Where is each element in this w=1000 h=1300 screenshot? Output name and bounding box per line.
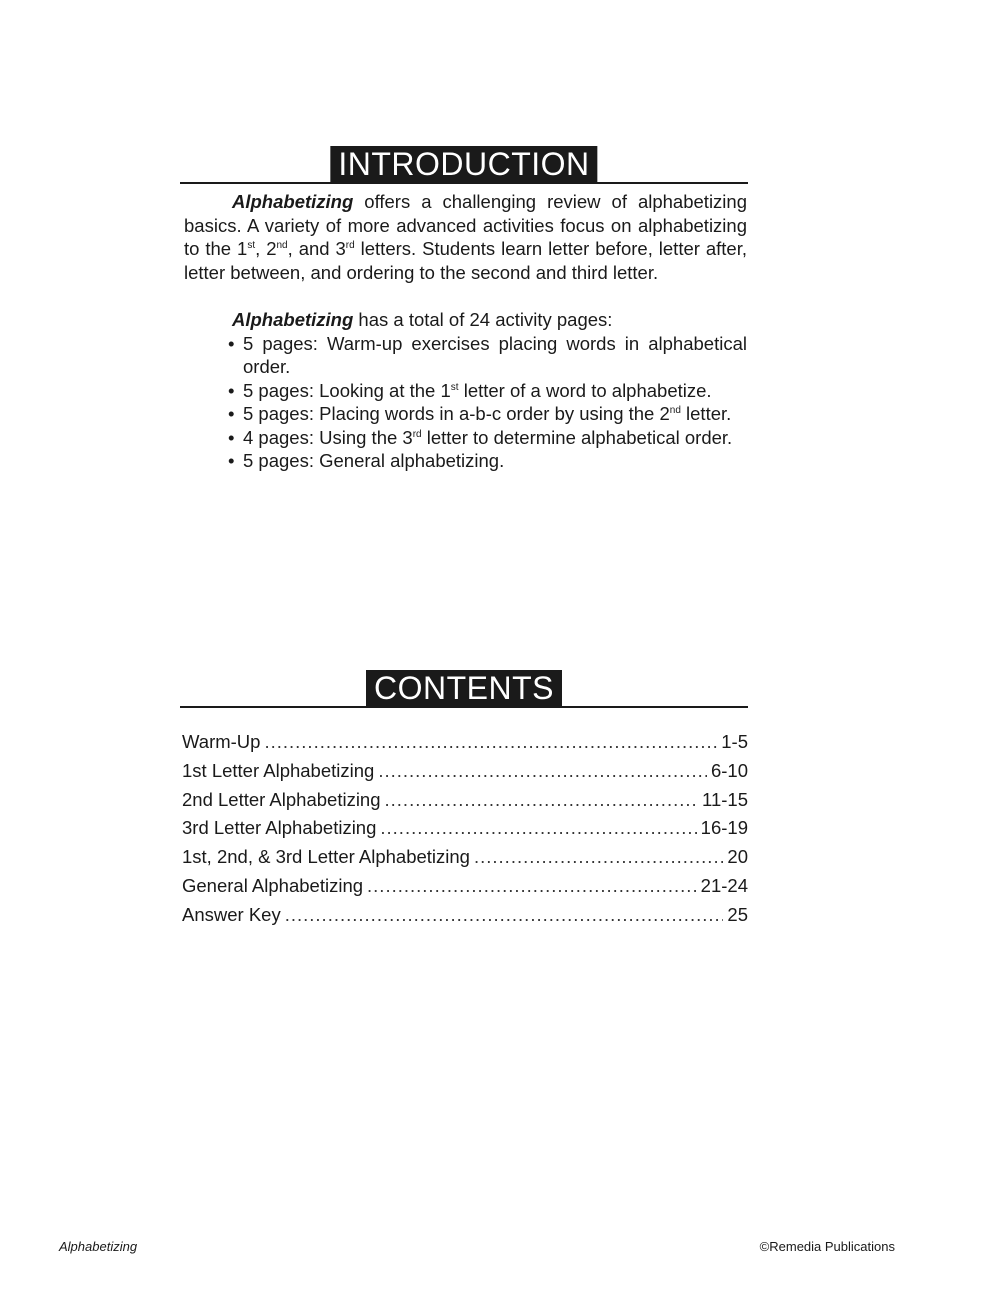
- toc-entry: [182, 814, 748, 843]
- contents-heading: CONTENTS: [366, 670, 562, 706]
- toc-label: 2nd Letter Alphabetizing: [182, 788, 381, 810]
- book-title: Alphabetizing: [232, 309, 354, 330]
- dot-leader: [378, 757, 707, 786]
- toc-page: 16-19: [700, 817, 748, 839]
- list-item: • 5 pages: Looking at the 1st letter of a word to alphabetize.: [228, 379, 747, 403]
- footer-publisher: ©Remedia Publications: [759, 1239, 895, 1254]
- toc-page: 25: [727, 903, 748, 925]
- table-of-contents: [182, 728, 748, 930]
- list-item: • 5 pages: Warm-up exercises placing words in alphabetical order.: [228, 332, 747, 379]
- toc-entry: [182, 901, 748, 930]
- toc-entry: [182, 786, 748, 815]
- footer-book-title: Alphabetizing: [59, 1239, 138, 1254]
- toc-page: 1-5: [721, 731, 748, 752]
- toc-label: Warm-Up: [182, 731, 261, 752]
- dot-leader: [264, 728, 717, 757]
- introduction-body: [184, 190, 747, 473]
- book-title: Alphabetizing: [232, 191, 354, 212]
- toc-label: 1st, 2nd, & 3rd Letter Alphabetizing: [182, 846, 470, 868]
- contents-header: [180, 670, 748, 708]
- introduction-heading: INTRODUCTION: [330, 146, 597, 182]
- toc-entry: [182, 872, 748, 901]
- activity-summary: Alphabetizing has a total of 24 activity pages:: [232, 309, 613, 330]
- toc-entry: [182, 757, 748, 786]
- dot-leader: [285, 901, 724, 930]
- list-item: • 5 pages: General alphabetizing.: [228, 449, 747, 473]
- dot-leader: [367, 872, 697, 901]
- list-item: • 5 pages: Placing words in a-b-c order by using the 2nd letter.: [228, 402, 747, 426]
- list-item: • 4 pages: Using the 3rd letter to determine alphabetical order.: [228, 426, 747, 450]
- dot-leader: [380, 814, 696, 843]
- toc-label: Answer Key: [182, 903, 281, 925]
- dot-leader: [474, 843, 723, 872]
- toc-label: 3rd Letter Alphabetizing: [182, 817, 377, 839]
- toc-entry: [182, 843, 748, 872]
- dot-leader: [385, 786, 699, 815]
- toc-page: 21-24: [700, 874, 748, 896]
- toc-page: 20: [727, 846, 748, 868]
- toc-entry: [182, 728, 748, 757]
- introduction-header: [180, 146, 748, 184]
- toc-page: 6-10: [710, 759, 748, 781]
- toc-label: General Alphabetizing: [182, 874, 364, 896]
- toc-page: 11-15: [702, 788, 748, 810]
- activity-list: [184, 332, 747, 473]
- intro-paragraph: Alphabetizing offers a challenging review of alphabetizing basics. A variety of more advanced activities focus on alphabetizing to the 1st, 2nd, and 3rd letters. Students learn letter before, letter after, letter between, and ordering to the second and third letter.: [184, 191, 747, 283]
- toc-label: 1st Letter Alphabetizing: [182, 759, 375, 781]
